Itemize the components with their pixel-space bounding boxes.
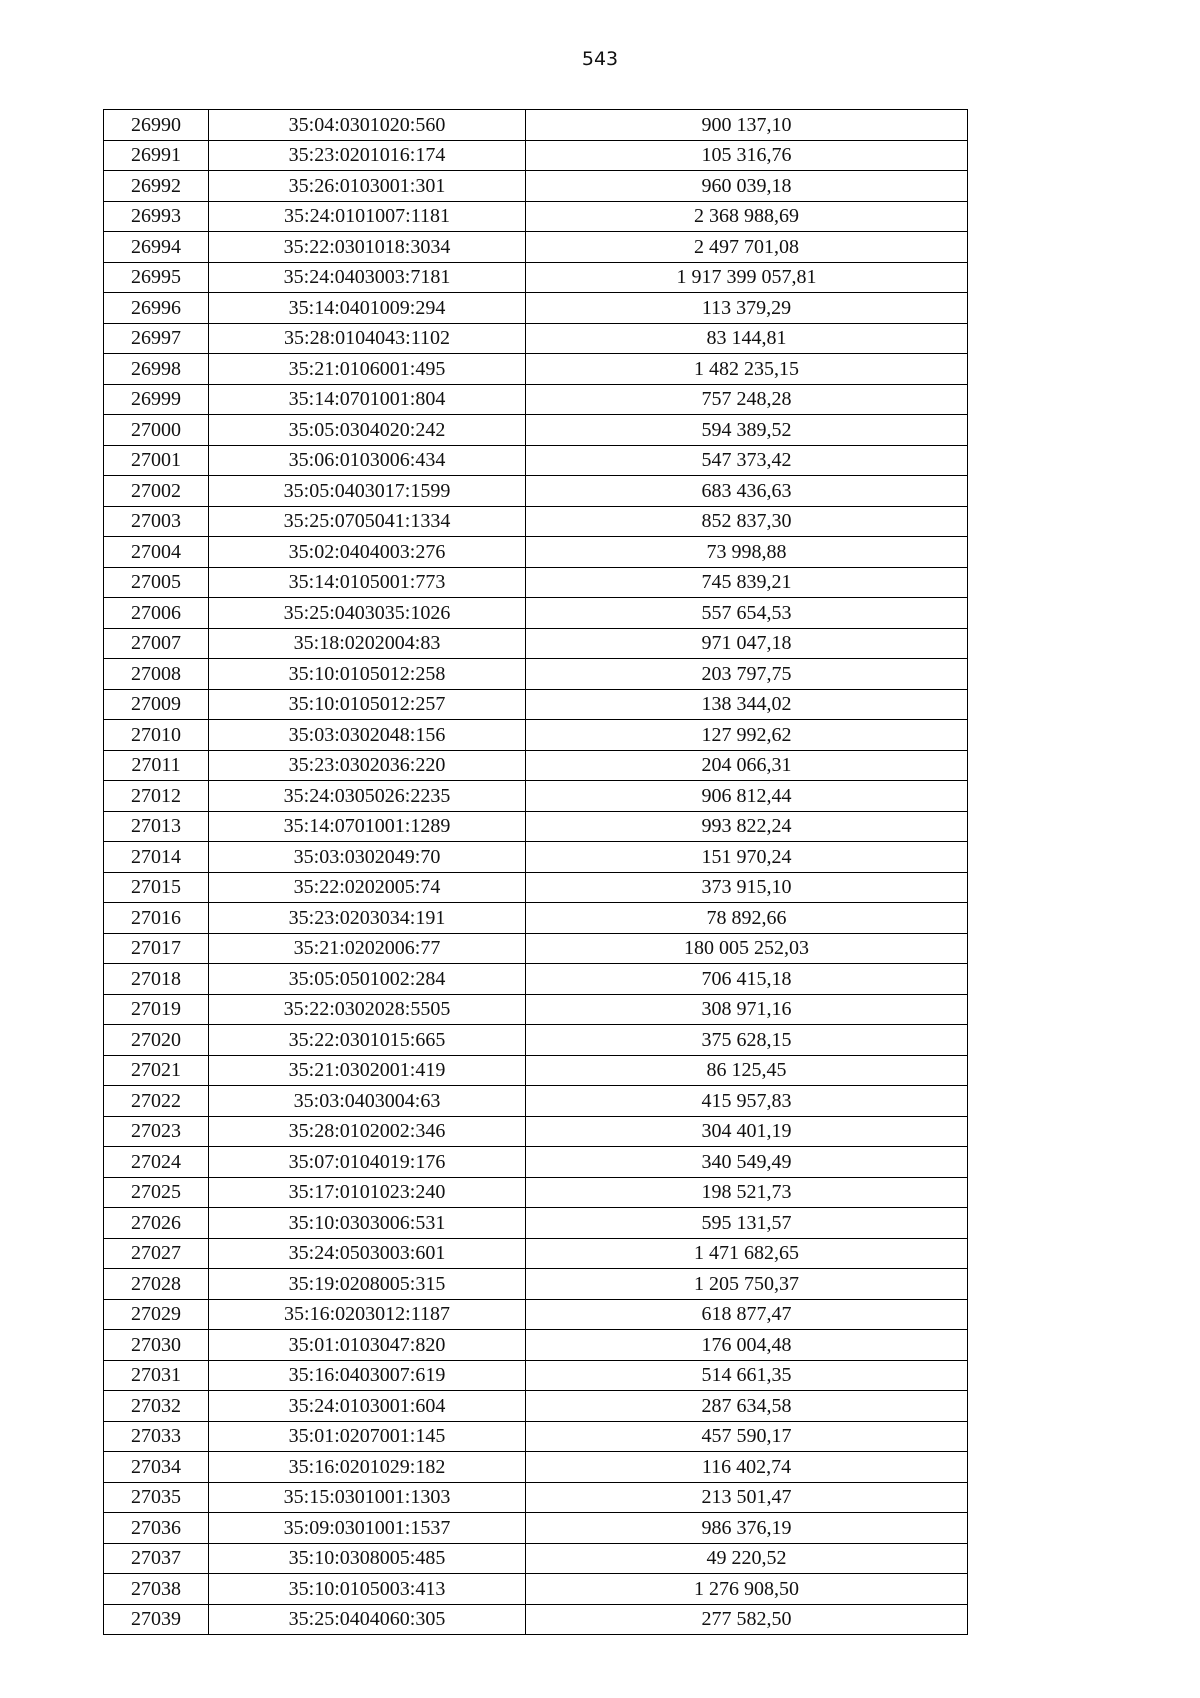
row-number-cell: 27026 (104, 1208, 209, 1239)
row-number-cell: 26998 (104, 354, 209, 385)
cadastral-number-cell: 35:25:0705041:1334 (209, 506, 526, 537)
table-row (104, 506, 968, 537)
cadastral-number-cell: 35:23:0201016:174 (209, 140, 526, 171)
value-cell: 906 812,44 (526, 781, 968, 812)
cadastral-number-cell: 35:06:0103006:434 (209, 445, 526, 476)
table-row (104, 1147, 968, 1178)
row-number-cell: 27034 (104, 1452, 209, 1483)
cadastral-number-cell: 35:01:0103047:820 (209, 1330, 526, 1361)
value-cell: 86 125,45 (526, 1055, 968, 1086)
cadastral-number-cell: 35:10:0308005:485 (209, 1543, 526, 1574)
value-cell: 1 205 750,37 (526, 1269, 968, 1300)
cadastral-number-cell: 35:24:0101007:1181 (209, 201, 526, 232)
cadastral-number-cell: 35:24:0103001:604 (209, 1391, 526, 1422)
row-number-cell: 27029 (104, 1299, 209, 1330)
cadastral-number-cell: 35:24:0305026:2235 (209, 781, 526, 812)
cadastral-number-cell: 35:25:0404060:305 (209, 1604, 526, 1635)
value-cell: 1 276 908,50 (526, 1574, 968, 1605)
value-cell: 213 501,47 (526, 1482, 968, 1513)
table-row (104, 1269, 968, 1300)
table-row (104, 1330, 968, 1361)
row-number-cell: 26993 (104, 201, 209, 232)
cadastral-number-cell: 35:23:0203034:191 (209, 903, 526, 934)
cadastral-number-cell: 35:01:0207001:145 (209, 1421, 526, 1452)
row-number-cell: 26995 (104, 262, 209, 293)
row-number-cell: 27006 (104, 598, 209, 629)
row-number-cell: 27009 (104, 689, 209, 720)
value-cell: 73 998,88 (526, 537, 968, 568)
table-row (104, 1086, 968, 1117)
cadastral-number-cell: 35:14:0105001:773 (209, 567, 526, 598)
table-row (104, 750, 968, 781)
table-row (104, 354, 968, 385)
row-number-cell: 26991 (104, 140, 209, 171)
cadastral-number-cell: 35:09:0301001:1537 (209, 1513, 526, 1544)
value-cell: 594 389,52 (526, 415, 968, 446)
cadastral-number-cell: 35:26:0103001:301 (209, 171, 526, 202)
row-number-cell: 27036 (104, 1513, 209, 1544)
value-cell: 547 373,42 (526, 445, 968, 476)
row-number-cell: 27016 (104, 903, 209, 934)
value-cell: 83 144,81 (526, 323, 968, 354)
row-number-cell: 27012 (104, 781, 209, 812)
row-number-cell: 27011 (104, 750, 209, 781)
cadastral-number-cell: 35:16:0403007:619 (209, 1360, 526, 1391)
cadastral-number-cell: 35:05:0304020:242 (209, 415, 526, 446)
row-number-cell: 27020 (104, 1025, 209, 1056)
value-cell: 127 992,62 (526, 720, 968, 751)
cadastral-number-cell: 35:16:0203012:1187 (209, 1299, 526, 1330)
row-number-cell: 27023 (104, 1116, 209, 1147)
value-cell: 2 497 701,08 (526, 232, 968, 263)
value-cell: 457 590,17 (526, 1421, 968, 1452)
table-row (104, 1299, 968, 1330)
value-cell: 308 971,16 (526, 994, 968, 1025)
value-cell: 986 376,19 (526, 1513, 968, 1544)
row-number-cell: 27014 (104, 842, 209, 873)
table-row (104, 689, 968, 720)
table-row (104, 964, 968, 995)
value-cell: 1 471 682,65 (526, 1238, 968, 1269)
row-number-cell: 27025 (104, 1177, 209, 1208)
cadastral-number-cell: 35:19:0208005:315 (209, 1269, 526, 1300)
value-cell: 180 005 252,03 (526, 933, 968, 964)
row-number-cell: 27030 (104, 1330, 209, 1361)
value-cell: 105 316,76 (526, 140, 968, 171)
table-row (104, 262, 968, 293)
table-row (104, 1238, 968, 1269)
cadastral-number-cell: 35:14:0401009:294 (209, 293, 526, 324)
value-cell: 204 066,31 (526, 750, 968, 781)
row-number-cell: 26994 (104, 232, 209, 263)
registry-table-body (104, 110, 968, 1635)
table-row (104, 842, 968, 873)
value-cell: 900 137,10 (526, 110, 968, 141)
row-number-cell: 26992 (104, 171, 209, 202)
row-number-cell: 26997 (104, 323, 209, 354)
table-row (104, 537, 968, 568)
cadastral-number-cell: 35:15:0301001:1303 (209, 1482, 526, 1513)
table-row (104, 811, 968, 842)
table-row (104, 567, 968, 598)
row-number-cell: 27018 (104, 964, 209, 995)
table-row (104, 598, 968, 629)
cadastral-number-cell: 35:14:0701001:1289 (209, 811, 526, 842)
row-number-cell: 27004 (104, 537, 209, 568)
value-cell: 49 220,52 (526, 1543, 968, 1574)
cadastral-number-cell: 35:22:0301018:3034 (209, 232, 526, 263)
cadastral-number-cell: 35:02:0404003:276 (209, 537, 526, 568)
cadastral-number-cell: 35:24:0403003:7181 (209, 262, 526, 293)
cadastral-number-cell: 35:05:0403017:1599 (209, 476, 526, 507)
value-cell: 595 131,57 (526, 1208, 968, 1239)
table-row (104, 1574, 968, 1605)
cadastral-number-cell: 35:18:0202004:83 (209, 628, 526, 659)
page-number: 543 (581, 48, 619, 70)
row-number-cell: 27008 (104, 659, 209, 690)
value-cell: 287 634,58 (526, 1391, 968, 1422)
row-number-cell: 27019 (104, 994, 209, 1025)
table-row (104, 1452, 968, 1483)
cadastral-number-cell: 35:21:0302001:419 (209, 1055, 526, 1086)
table-row (104, 476, 968, 507)
row-number-cell: 27000 (104, 415, 209, 446)
row-number-cell: 26996 (104, 293, 209, 324)
table-row (104, 1116, 968, 1147)
row-number-cell: 27021 (104, 1055, 209, 1086)
row-number-cell: 27015 (104, 872, 209, 903)
value-cell: 745 839,21 (526, 567, 968, 598)
row-number-cell: 27033 (104, 1421, 209, 1452)
cadastral-number-cell: 35:10:0105003:413 (209, 1574, 526, 1605)
table-row (104, 903, 968, 934)
table-row (104, 1604, 968, 1635)
table-row (104, 1055, 968, 1086)
table-row (104, 415, 968, 446)
cadastral-number-cell: 35:04:0301020:560 (209, 110, 526, 141)
cadastral-number-cell: 35:22:0302028:5505 (209, 994, 526, 1025)
table-row (104, 933, 968, 964)
value-cell: 415 957,83 (526, 1086, 968, 1117)
value-cell: 1 482 235,15 (526, 354, 968, 385)
value-cell: 852 837,30 (526, 506, 968, 537)
table-row (104, 1208, 968, 1239)
row-number-cell: 27027 (104, 1238, 209, 1269)
table-row (104, 1025, 968, 1056)
table-row (104, 445, 968, 476)
row-number-cell: 27024 (104, 1147, 209, 1178)
row-number-cell: 26999 (104, 384, 209, 415)
value-cell: 557 654,53 (526, 598, 968, 629)
cadastral-number-cell: 35:16:0201029:182 (209, 1452, 526, 1483)
row-number-cell: 27013 (104, 811, 209, 842)
cadastral-number-cell: 35:03:0403004:63 (209, 1086, 526, 1117)
cadastral-number-cell: 35:21:0106001:495 (209, 354, 526, 385)
value-cell: 198 521,73 (526, 1177, 968, 1208)
row-number-cell: 27001 (104, 445, 209, 476)
row-number-cell: 27038 (104, 1574, 209, 1605)
cadastral-number-cell: 35:10:0105012:257 (209, 689, 526, 720)
cadastral-number-cell: 35:14:0701001:804 (209, 384, 526, 415)
cadastral-number-cell: 35:21:0202006:77 (209, 933, 526, 964)
row-number-cell: 27007 (104, 628, 209, 659)
table-row (104, 1177, 968, 1208)
table-row (104, 1421, 968, 1452)
table-row (104, 1513, 968, 1544)
table-row (104, 1482, 968, 1513)
row-number-cell: 27032 (104, 1391, 209, 1422)
value-cell: 683 436,63 (526, 476, 968, 507)
value-cell: 993 822,24 (526, 811, 968, 842)
table-row (104, 110, 968, 141)
value-cell: 618 877,47 (526, 1299, 968, 1330)
value-cell: 203 797,75 (526, 659, 968, 690)
value-cell: 706 415,18 (526, 964, 968, 995)
table-row (104, 628, 968, 659)
value-cell: 138 344,02 (526, 689, 968, 720)
row-number-cell: 27017 (104, 933, 209, 964)
cadastral-number-cell: 35:28:0102002:346 (209, 1116, 526, 1147)
cadastral-number-cell: 35:07:0104019:176 (209, 1147, 526, 1178)
table-row (104, 781, 968, 812)
cadastral-number-cell: 35:10:0303006:531 (209, 1208, 526, 1239)
value-cell: 113 379,29 (526, 293, 968, 324)
cadastral-number-cell: 35:05:0501002:284 (209, 964, 526, 995)
value-cell: 340 549,49 (526, 1147, 968, 1178)
value-cell: 971 047,18 (526, 628, 968, 659)
cadastral-number-cell: 35:17:0101023:240 (209, 1177, 526, 1208)
cadastral-number-cell: 35:22:0202005:74 (209, 872, 526, 903)
value-cell: 304 401,19 (526, 1116, 968, 1147)
cadastral-number-cell: 35:25:0403035:1026 (209, 598, 526, 629)
row-number-cell: 27022 (104, 1086, 209, 1117)
value-cell: 375 628,15 (526, 1025, 968, 1056)
table-row (104, 659, 968, 690)
row-number-cell: 27005 (104, 567, 209, 598)
cadastral-number-cell: 35:10:0105012:258 (209, 659, 526, 690)
table-row (104, 1360, 968, 1391)
value-cell: 514 661,35 (526, 1360, 968, 1391)
row-number-cell: 26990 (104, 110, 209, 141)
table-row (104, 994, 968, 1025)
value-cell: 960 039,18 (526, 171, 968, 202)
table-row (104, 293, 968, 324)
cadastral-number-cell: 35:22:0301015:665 (209, 1025, 526, 1056)
row-number-cell: 27035 (104, 1482, 209, 1513)
table-row (104, 232, 968, 263)
row-number-cell: 27010 (104, 720, 209, 751)
value-cell: 373 915,10 (526, 872, 968, 903)
cadastral-number-cell: 35:23:0302036:220 (209, 750, 526, 781)
row-number-cell: 27002 (104, 476, 209, 507)
table-row (104, 1391, 968, 1422)
table-row (104, 1543, 968, 1574)
table-row (104, 140, 968, 171)
cadastral-number-cell: 35:24:0503003:601 (209, 1238, 526, 1269)
table-row (104, 201, 968, 232)
value-cell: 1 917 399 057,81 (526, 262, 968, 293)
value-cell: 757 248,28 (526, 384, 968, 415)
table-row (104, 384, 968, 415)
value-cell: 2 368 988,69 (526, 201, 968, 232)
row-number-cell: 27003 (104, 506, 209, 537)
cadastral-number-cell: 35:28:0104043:1102 (209, 323, 526, 354)
value-cell: 116 402,74 (526, 1452, 968, 1483)
table-row (104, 171, 968, 202)
table-row (104, 323, 968, 354)
value-cell: 277 582,50 (526, 1604, 968, 1635)
row-number-cell: 27031 (104, 1360, 209, 1391)
row-number-cell: 27037 (104, 1543, 209, 1574)
value-cell: 176 004,48 (526, 1330, 968, 1361)
row-number-cell: 27028 (104, 1269, 209, 1300)
value-cell: 151 970,24 (526, 842, 968, 873)
registry-table (103, 109, 968, 1635)
table-row (104, 720, 968, 751)
cadastral-number-cell: 35:03:0302049:70 (209, 842, 526, 873)
row-number-cell: 27039 (104, 1604, 209, 1635)
value-cell: 78 892,66 (526, 903, 968, 934)
table-row (104, 872, 968, 903)
cadastral-number-cell: 35:03:0302048:156 (209, 720, 526, 751)
